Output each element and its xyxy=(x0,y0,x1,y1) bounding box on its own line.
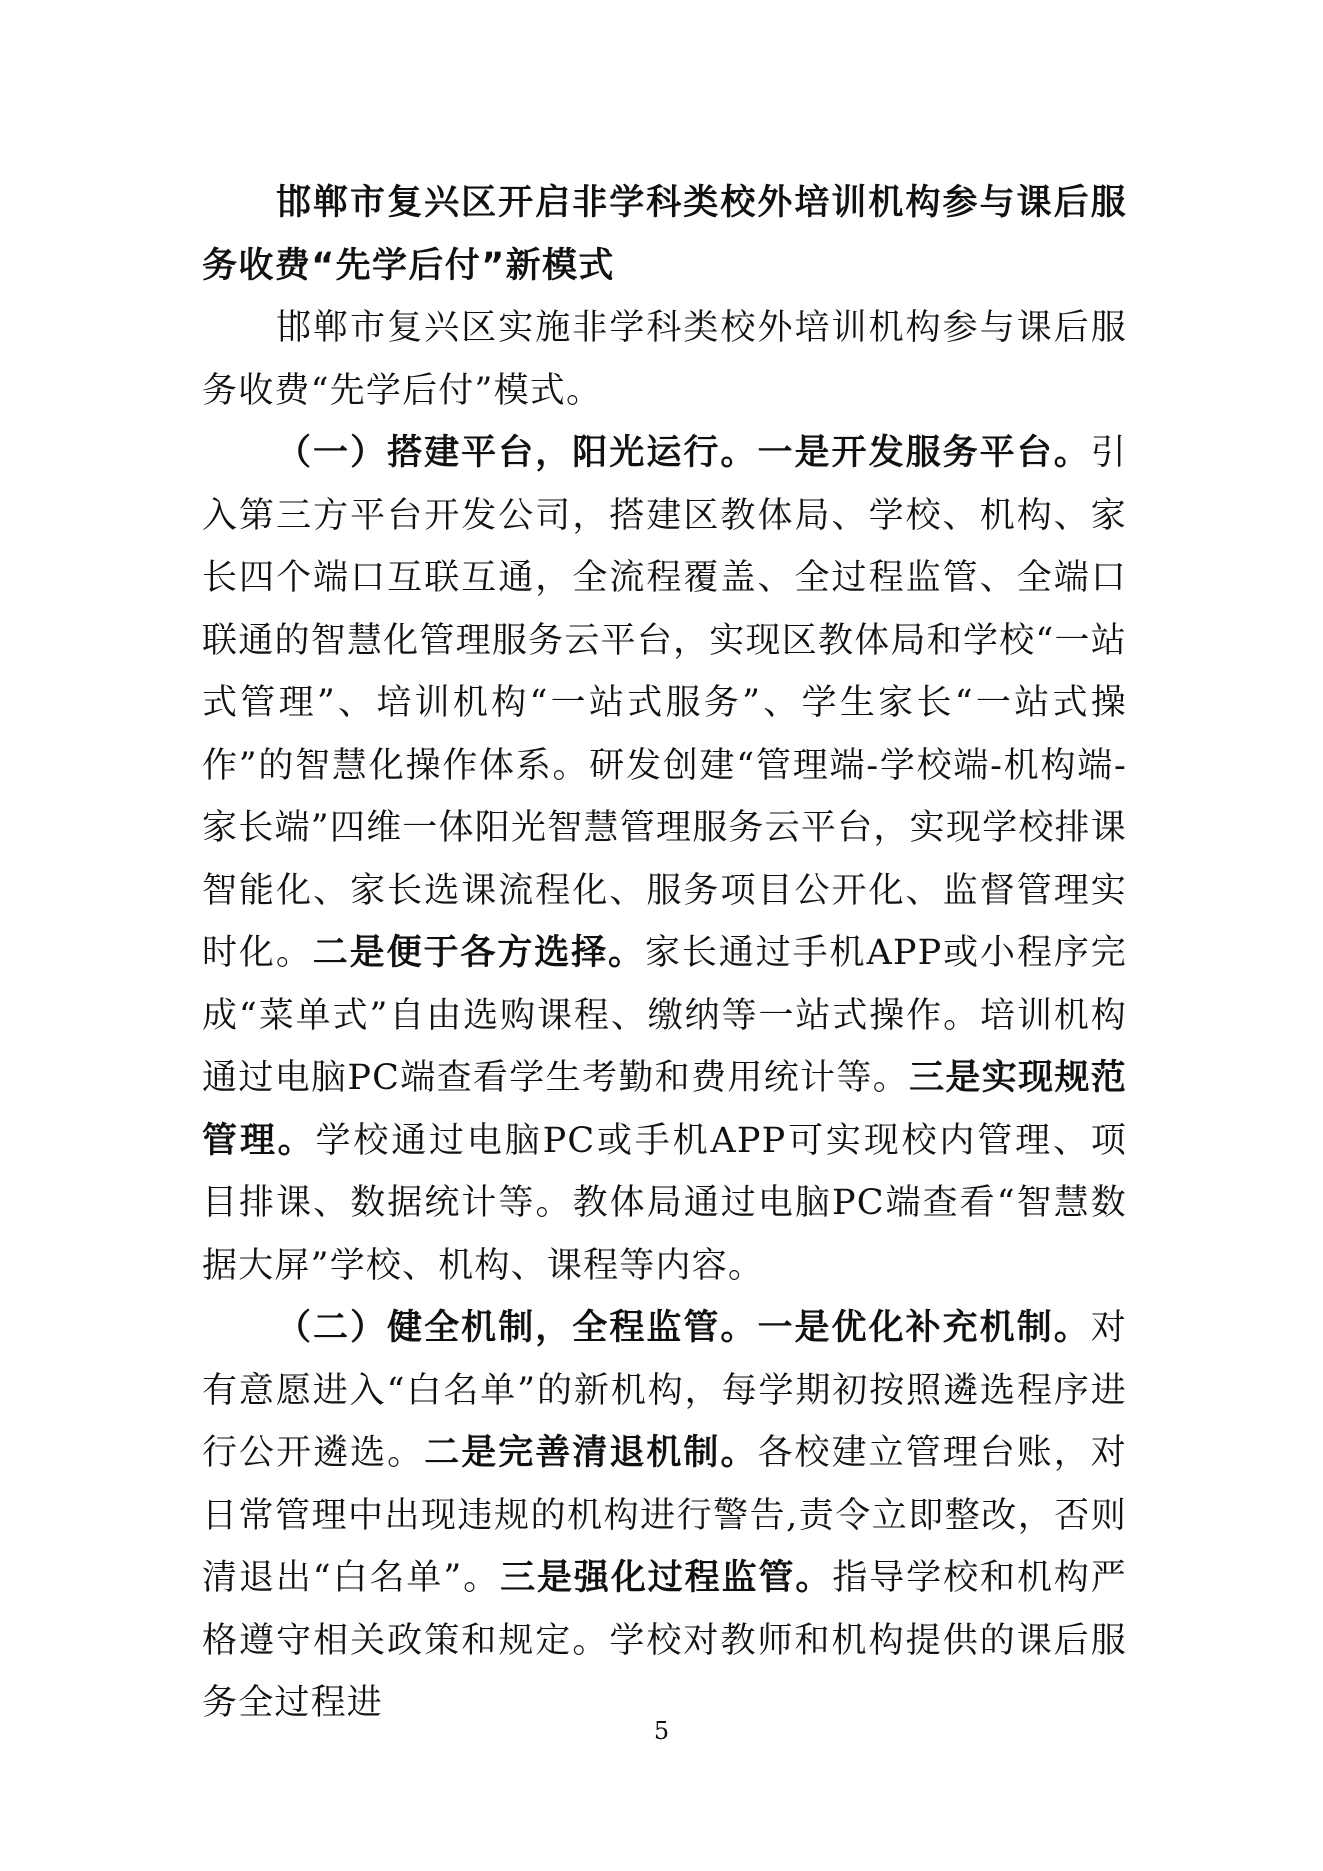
section-1-heading: （一）搭建平台，阳光运行。 xyxy=(276,433,758,473)
document-title: 邯郸市复兴区开启非学科类校外培训机构参与课后服务收费“先学后付”新模式 xyxy=(202,183,1127,286)
document-body xyxy=(202,172,1127,1735)
section-1-point-1-text: 引入第三方平台开发公司，搭建区教体局、学校、机构、家长四个端口互联互通，全流程覆盖、全过程监管、全端口联通的智慧化管理服务云平台，实现区教体局和学校“一站式管理”、培训机构“一站式服务”、学生家长“一站式操作”的智慧化操作体系。研发创建“管理端-学校端-机构端-家长端”四维一体阳光智慧管理服务云平台，实现学校排课智能化、家长选课流程化、服务项目公开化、监督管理实时化。 xyxy=(202,433,1127,973)
page-number: 5 xyxy=(653,1717,670,1745)
section-1-paragraph xyxy=(202,422,1127,1297)
section-2-point-1-label: 一是优化补充机制。 xyxy=(757,1308,1091,1348)
intro-paragraph: 邯郸市复兴区实施非学科类校外培训机构参与课后服务收费“先学后付”模式。 xyxy=(202,308,1127,411)
section-1-point-3-text: 学校通过电脑PC或手机APP可实现校内管理、项目排课、数据统计等。教体局通过电脑PC端查看“智慧数据大屏”学校、机构、课程等内容。 xyxy=(202,1120,1127,1286)
section-1-point-2-label: 二是便于各方选择。 xyxy=(312,933,645,973)
section-2-paragraph xyxy=(202,1297,1127,1735)
section-1-point-3-label: 三是实现规范管理。 xyxy=(202,1058,1127,1161)
section-2-point-2-text: 各校建立管理台账，对日常管理中出现违规的机构进行警告,责令立即整改，否则清退出“白名单”。 xyxy=(202,1433,1127,1598)
section-1-point-2-text: 家长通过手机APP或小程序完成“菜单式”自由选购课程、缴纳等一站式操作。培训机构通过电脑PC端查看学生考勤和费用统计等。 xyxy=(202,933,1127,1098)
section-2-heading: （二）健全机制，全程监管。 xyxy=(276,1308,758,1348)
section-1-point-1-label: 一是开发服务平台。 xyxy=(757,433,1091,473)
section-2-point-3-label: 三是强化过程监管。 xyxy=(500,1558,833,1598)
section-2-point-2-label: 二是完善清退机制。 xyxy=(424,1433,758,1473)
section-2-point-3-text: 指导学校和机构严格遵守相关政策和规定。学校对教师和机构提供的课后服务全过程进 xyxy=(202,1558,1127,1723)
section-2-point-1-text: 对有意愿进入“白名单”的新机构，每学期初按照遴选程序进行公开遴选。 xyxy=(202,1308,1127,1473)
